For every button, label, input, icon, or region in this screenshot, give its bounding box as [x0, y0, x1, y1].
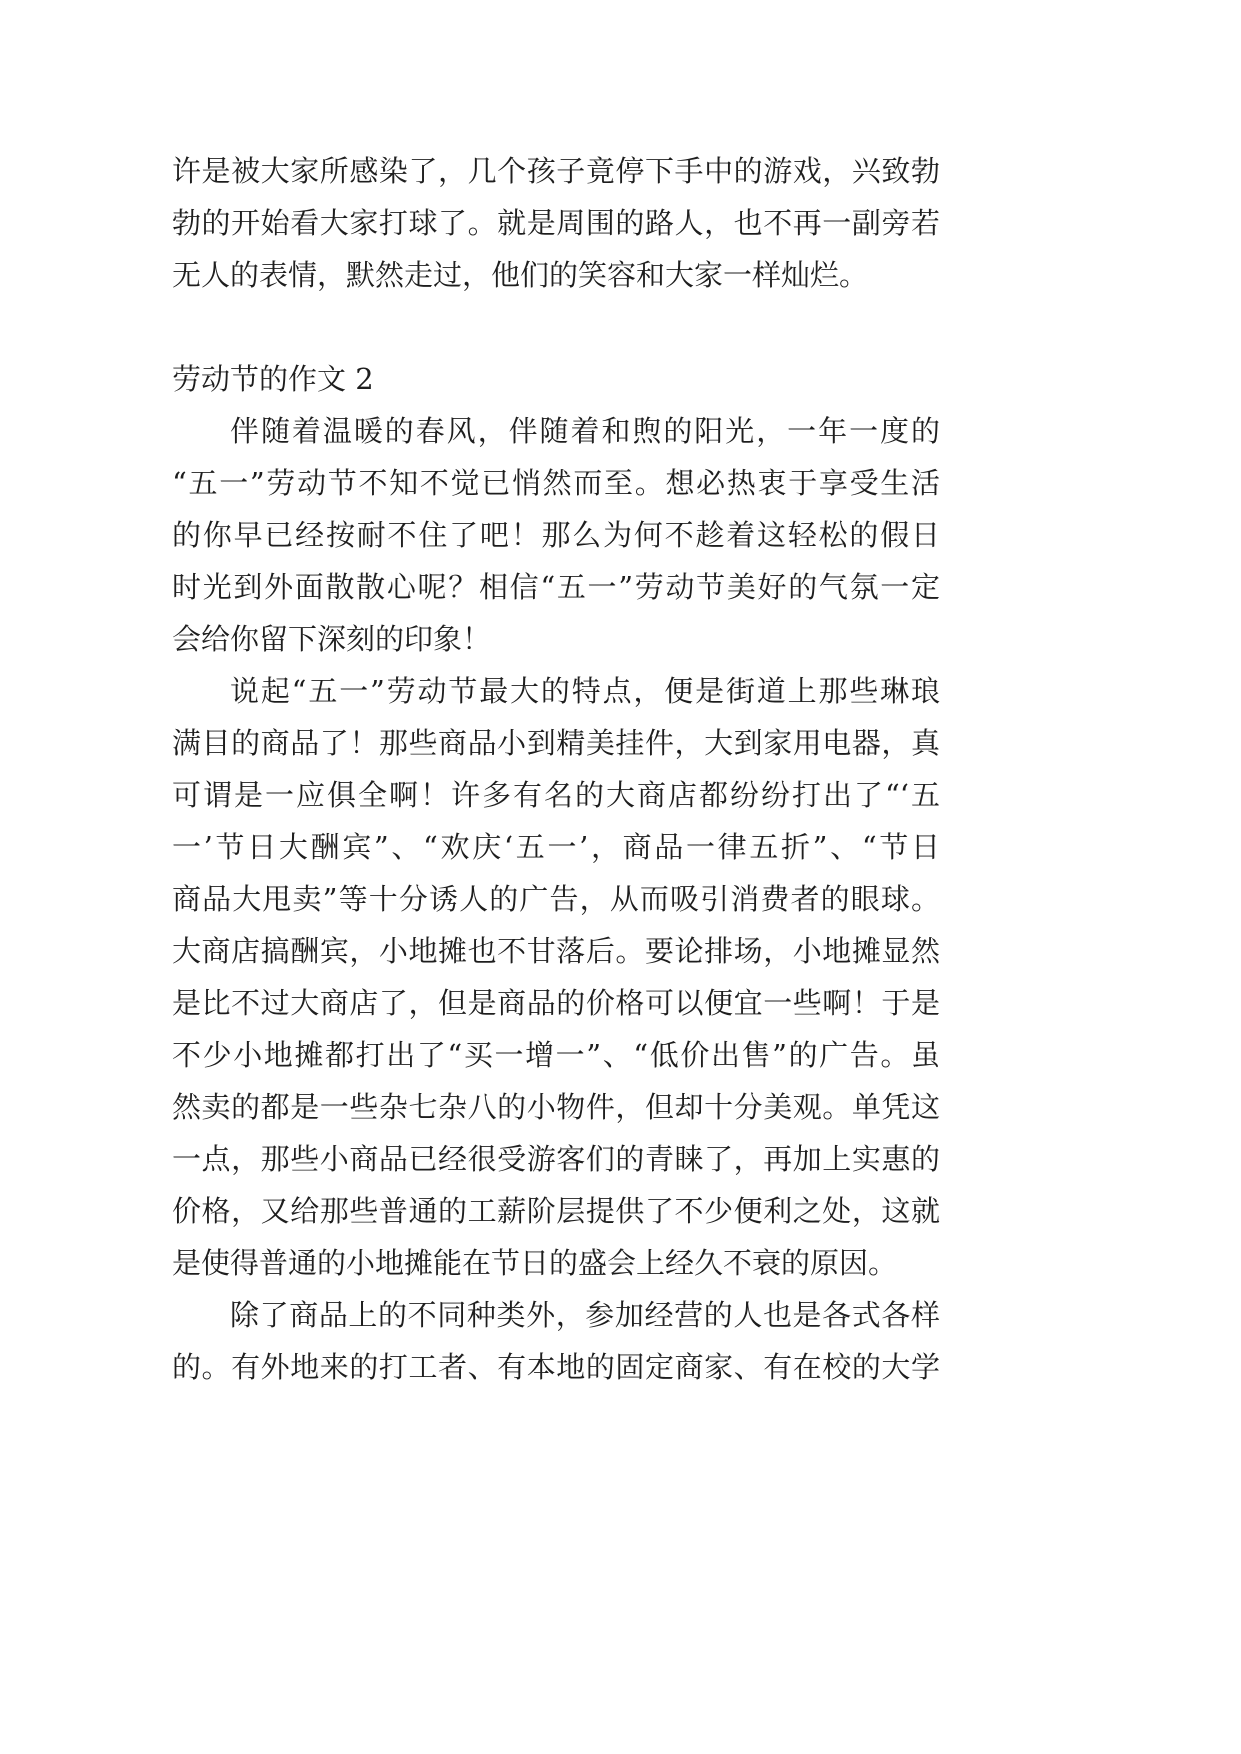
blank-line: [172, 301, 940, 353]
text-line: 可谓是一应俱全啊！许多有名的大商店都纷纷打出了“‘五: [172, 778, 940, 812]
text-line: 许是被大家所感染了，几个孩子竟停下手中的游戏，兴致勃: [172, 154, 940, 188]
text-line: 除了商品上的不同种类外，参加经营的人也是各式各样: [230, 1298, 940, 1332]
paragraph-3: [172, 1289, 940, 1393]
paragraph-1: [172, 405, 940, 665]
text-line: 然卖的都是一些杂七杂八的小物件，但却十分美观。单凭这: [172, 1090, 940, 1124]
text-line: 一点，那些小商品已经很受游客们的青睐了，再加上实惠的: [172, 1142, 940, 1176]
text-line: 伴随着温暖的春风，伴随着和煦的阳光，一年一度的: [230, 414, 940, 448]
text-line: 是比不过大商店了，但是商品的价格可以便宜一些啊！于是: [172, 986, 940, 1020]
text-line: 会给你留下深刻的印象！: [172, 622, 492, 656]
text-line: 不少小地摊都打出了“买一增一”、“低价出售”的广告。虽: [172, 1038, 940, 1072]
document-body: [172, 145, 940, 1393]
text-line: 商品大甩卖”等十分诱人的广告，从而吸引消费者的眼球。: [172, 882, 940, 916]
paragraph-2: [172, 665, 940, 1289]
text-line: 时光到外面散散心呢？相信“五一”劳动节美好的气氛一定: [172, 570, 940, 604]
text-line: 的。有外地来的打工者、有本地的固定商家、有在校的大学: [172, 1350, 940, 1384]
continued-paragraph: [172, 145, 940, 301]
text-line: “五一”劳动节不知不觉已悄然而至。想必热衷于享受生活: [172, 466, 940, 500]
text-line: 价格，又给那些普通的工薪阶层提供了不少便利之处，这就: [172, 1194, 940, 1228]
text-line: 大商店搞酬宾，小地摊也不甘落后。要论排场，小地摊显然: [172, 934, 940, 968]
text-line: 说起“五一”劳动节最大的特点，便是街道上那些琳琅: [230, 674, 940, 708]
text-line: 满目的商品了！那些商品小到精美挂件，大到家用电器，真: [172, 726, 940, 760]
text-line: 一’节日大酬宾”、“欢庆‘五一’，商品一律五折”、“节日: [172, 830, 940, 864]
text-line: 勃的开始看大家打球了。就是周围的路人，也不再一副旁若: [172, 206, 940, 240]
section-heading: 劳动节的作文 2: [172, 362, 374, 396]
text-line: 无人的表情，默然走过，他们的笑容和大家一样灿烂。: [172, 258, 869, 292]
text-line: 的你早已经按耐不住了吧！那么为何不趁着这轻松的假日: [172, 518, 940, 552]
text-line: 是使得普通的小地摊能在节日的盛会上经久不衰的原因。: [172, 1246, 898, 1280]
